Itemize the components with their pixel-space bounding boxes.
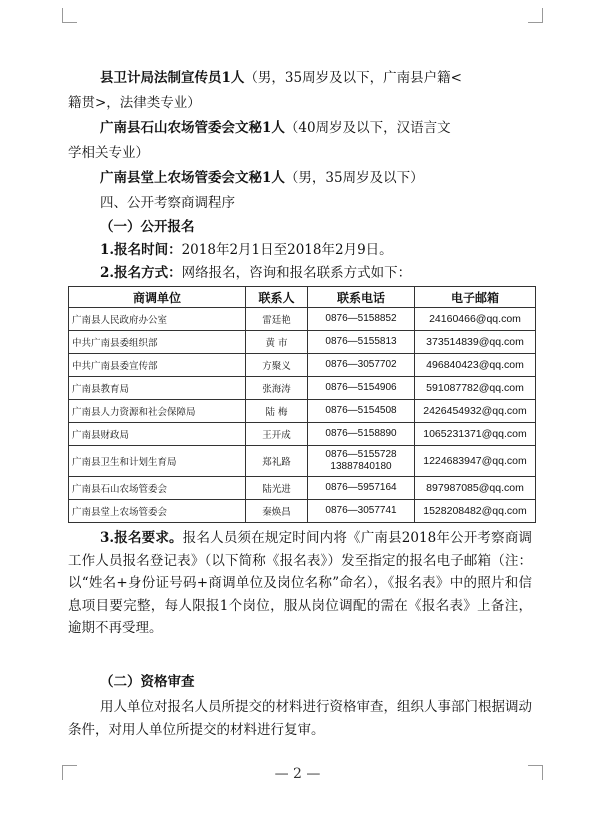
- table-row: [69, 308, 536, 331]
- cell-person: 陆光进: [246, 477, 308, 500]
- cell-unit: 中共广南县委宣传部: [69, 354, 246, 377]
- contact-table: [68, 286, 536, 523]
- cell-phone: 0876—5957164: [308, 477, 415, 500]
- table-row: [69, 500, 536, 523]
- position-line-2-cont: [68, 143, 149, 163]
- cell-person: 黄 市: [246, 331, 308, 354]
- position-title: 县卫计局法制宣传员1人: [100, 70, 245, 86]
- qualification-review-text: 用人单位对报名人员所提交的材料进行资格审查，组织人事部门根据调动条件，对用人单位所提交的材料进行复审。: [68, 699, 532, 738]
- cell-phone: 0876—3057702: [308, 354, 415, 377]
- table-row: [69, 400, 536, 423]
- table-row: [69, 354, 536, 377]
- cell-email: 496840423@qq.com: [415, 354, 536, 377]
- table-row: [69, 477, 536, 500]
- cell-phone: [308, 446, 415, 477]
- crop-mark-top-right: [528, 8, 543, 23]
- cell-person: 郑礼路: [246, 446, 308, 477]
- cell-person: 陆 梅: [246, 400, 308, 423]
- cell-person: 张海涛: [246, 377, 308, 400]
- position-line-3: [100, 168, 424, 188]
- cell-phone: 0876—5154508: [308, 400, 415, 423]
- phone-line-2: 13887840180: [330, 461, 392, 472]
- cell-email: 591087782@qq.com: [415, 377, 536, 400]
- header-unit: 商调单位: [69, 287, 246, 308]
- subsection-heading-2: （二）资格审查: [100, 674, 195, 690]
- subsection-heading-1: （一）公开报名: [100, 219, 195, 235]
- header-person: 联系人: [246, 287, 308, 308]
- table-row: [69, 331, 536, 354]
- table-header-row: [69, 287, 536, 308]
- table-row: [69, 446, 536, 477]
- registration-time: [100, 240, 393, 260]
- cell-person: 王开成: [246, 423, 308, 446]
- cell-email: 1065231371@qq.com: [415, 423, 536, 446]
- position-requirement-cont: 籍贯>，法律类专业）: [68, 95, 201, 111]
- cell-unit: 广南县教育局: [69, 377, 246, 400]
- cell-phone: 0876—3057741: [308, 500, 415, 523]
- page-number: — 2 —: [274, 766, 321, 782]
- cell-person: 秦焕昌: [246, 500, 308, 523]
- cell-email: 897987085@qq.com: [415, 477, 536, 500]
- cell-unit: 广南县人力资源和社会保障局: [69, 400, 246, 423]
- item-label: 2.报名方式：: [100, 265, 182, 281]
- cell-person: 雷廷艳: [246, 308, 308, 331]
- cell-email: 1528208482@qq.com: [415, 500, 536, 523]
- position-title: 广南县堂上农场管委会文秘1人: [100, 170, 285, 186]
- registration-requirements: [68, 527, 532, 640]
- item-label: 1.报名时间：: [100, 242, 182, 258]
- cell-email: 2426454932@qq.com: [415, 400, 536, 423]
- cell-unit: 广南县堂上农场管委会: [69, 500, 246, 523]
- item-label: 3.报名要求。: [100, 530, 183, 546]
- position-requirement: （男，35周岁及以下）: [284, 170, 424, 186]
- item-body: 报名人员须在规定时间内将《广南县2018年公开考察商调工作人员报名登记表》（以下简称《报名表》）发至指定的报名电子邮箱（注：以“姓名+身份证号码+商调单位及岗位名称”命名），《报名表》中的照片和信息项目要完整，每人限报1个岗位，服从岗位调配的需在《报名表》上备注，逾期不再受理。: [68, 530, 533, 636]
- phone-line-1: 0876—5155728: [325, 449, 397, 460]
- cell-person: 方聚义: [246, 354, 308, 377]
- cell-unit: 广南县石山农场管委会: [69, 477, 246, 500]
- header-email: 电子邮箱: [415, 287, 536, 308]
- position-requirement: （男，35周岁及以下，广南县户籍<: [244, 70, 462, 86]
- table-row: [69, 377, 536, 400]
- cell-email: 373514839@qq.com: [415, 331, 536, 354]
- crop-mark-top-left: [62, 8, 77, 23]
- cell-phone: 0876—5158890: [308, 423, 415, 446]
- item-value: 网络报名，咨询和报名联系方式如下：: [181, 265, 412, 281]
- cell-phone: 0876—5154906: [308, 377, 415, 400]
- position-line-2: [100, 118, 451, 138]
- section-heading-4: 四、公开考察商调程序: [100, 195, 235, 211]
- cell-email: 1224683947@qq.com: [415, 446, 536, 477]
- cell-unit: 广南县卫生和计划生育局: [69, 446, 246, 477]
- position-line-1-cont: [68, 93, 201, 113]
- position-requirement: （40周岁及以下，汉语言文: [284, 120, 451, 136]
- position-requirement-cont: 学相关专业）: [68, 145, 149, 161]
- table-row: [69, 423, 536, 446]
- position-line-1: [100, 68, 462, 88]
- registration-method: [100, 263, 411, 283]
- cell-unit: 广南县人民政府办公室: [69, 308, 246, 331]
- cell-phone: 0876—5158852: [308, 308, 415, 331]
- cell-email: 24160466@qq.com: [415, 308, 536, 331]
- header-phone: 联系电话: [308, 287, 415, 308]
- cell-unit: 中共广南县委组织部: [69, 331, 246, 354]
- position-title: 广南县石山农场管委会文秘1人: [100, 120, 285, 136]
- cell-phone: 0876—5155813: [308, 331, 415, 354]
- item-value: 2018年2月1日至2018年2月9日。: [181, 242, 393, 258]
- cell-unit: 广南县财政局: [69, 423, 246, 446]
